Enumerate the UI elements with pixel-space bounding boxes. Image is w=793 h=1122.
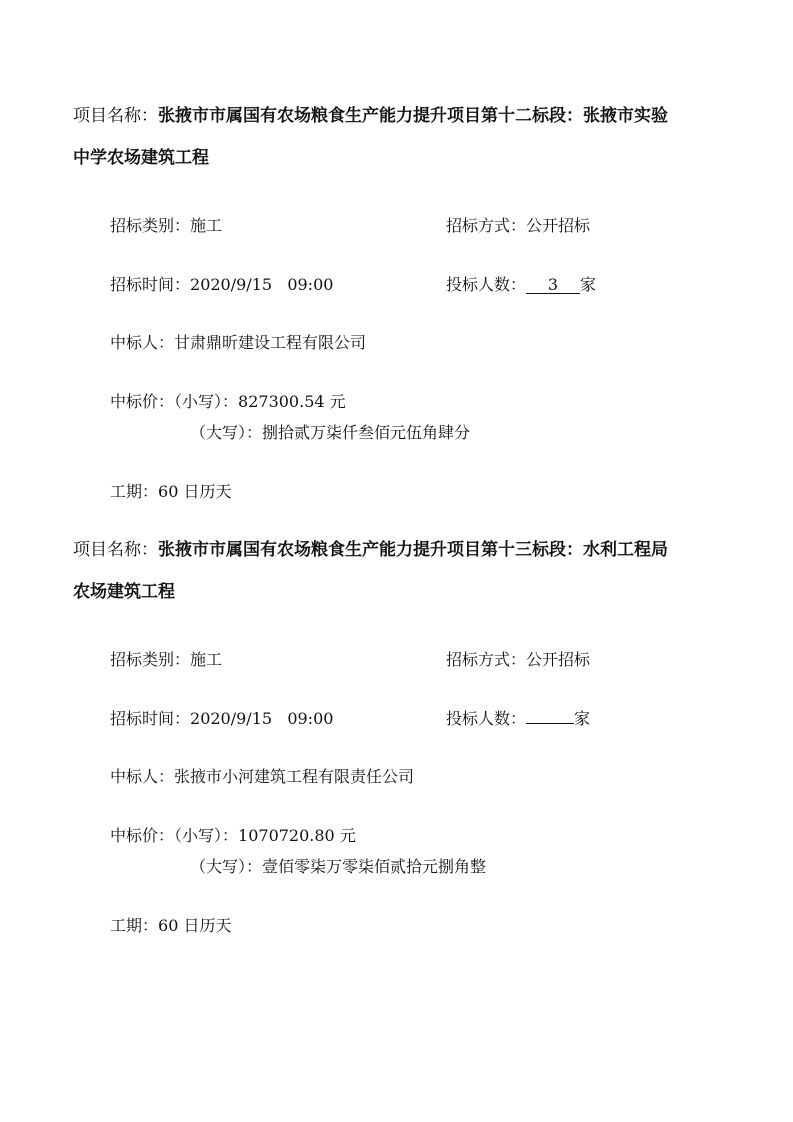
winner-value: 甘肃鼎昕建设工程有限公司	[174, 333, 367, 352]
duration-label: 工期：	[110, 916, 159, 935]
duration-label: 工期：	[110, 482, 159, 501]
winner-row	[110, 767, 414, 787]
method-label: 招标方式：	[446, 650, 527, 669]
price-small-value: 827300.54 元	[238, 392, 346, 411]
winner-label: 中标人：	[110, 333, 175, 352]
category-value: 施工	[190, 650, 223, 669]
project-title-text: 张掖市市属国有农场粮食生产能力提升项目第十二标段：张掖市实验	[158, 106, 668, 126]
price-big-value: 壹佰零柒万零柒佰贰拾元捌角整	[262, 857, 487, 876]
bidders-unit: 家	[574, 709, 591, 728]
time-label: 招标时间：	[110, 275, 191, 294]
bidders-label: 投标人数：	[446, 275, 527, 294]
price-small-value: 1070720.80 元	[238, 826, 356, 845]
category-value: 施工	[190, 216, 223, 235]
price-small-row	[110, 826, 356, 846]
method-row	[446, 216, 590, 236]
time-value: 2020/9/15 09:00	[190, 709, 334, 728]
method-value: 公开招标	[526, 650, 591, 669]
bidders-count: 3	[526, 277, 580, 294]
duration-value: 60 日历天	[158, 916, 232, 935]
time-row	[110, 275, 333, 295]
method-row	[446, 650, 590, 670]
category-row	[110, 216, 222, 236]
bidders-unit: 家	[580, 275, 597, 294]
time-label: 招标时间：	[110, 709, 191, 728]
project-title	[73, 106, 733, 126]
project-title-continued: 农场建筑工程	[73, 582, 175, 602]
category-label: 招标类别：	[110, 650, 191, 669]
project-title-text: 张掖市市属国有农场粮食生产能力提升项目第十三标段：水利工程局	[158, 540, 668, 560]
price-small-label: （小写）：	[174, 392, 239, 411]
winner-label: 中标人：	[110, 767, 175, 786]
category-label: 招标类别：	[110, 216, 191, 235]
bidders-label: 投标人数：	[446, 709, 527, 728]
project-title	[73, 540, 733, 560]
method-label: 招标方式：	[446, 216, 527, 235]
price-big-value: 捌拾贰万柒仟叁佰元伍角肆分	[262, 423, 471, 442]
winner-row	[110, 333, 366, 353]
duration-row	[110, 916, 231, 936]
price-big-row	[190, 857, 486, 877]
price-big-label: （大写）：	[190, 857, 263, 876]
project-title-continued: 中学农场建筑工程	[73, 148, 209, 168]
bidders-count	[526, 723, 574, 724]
price-small-label: （小写）：	[174, 826, 239, 845]
project-title-label: 项目名称：	[73, 106, 158, 126]
price-small-row	[110, 392, 346, 412]
price-big-label: （大写）：	[190, 423, 263, 442]
price-label: 中标价：	[110, 392, 175, 411]
price-label: 中标价：	[110, 826, 175, 845]
winner-value: 张掖市小河建筑工程有限责任公司	[174, 767, 415, 786]
price-big-row	[190, 423, 470, 443]
bidders-row	[446, 709, 590, 729]
category-row	[110, 650, 222, 670]
project-title-label: 项目名称：	[73, 540, 158, 560]
time-value: 2020/9/15 09:00	[190, 275, 334, 294]
bidders-row	[446, 275, 596, 295]
method-value: 公开招标	[526, 216, 591, 235]
duration-value: 60 日历天	[158, 482, 232, 501]
duration-row	[110, 482, 231, 502]
time-row	[110, 709, 333, 729]
